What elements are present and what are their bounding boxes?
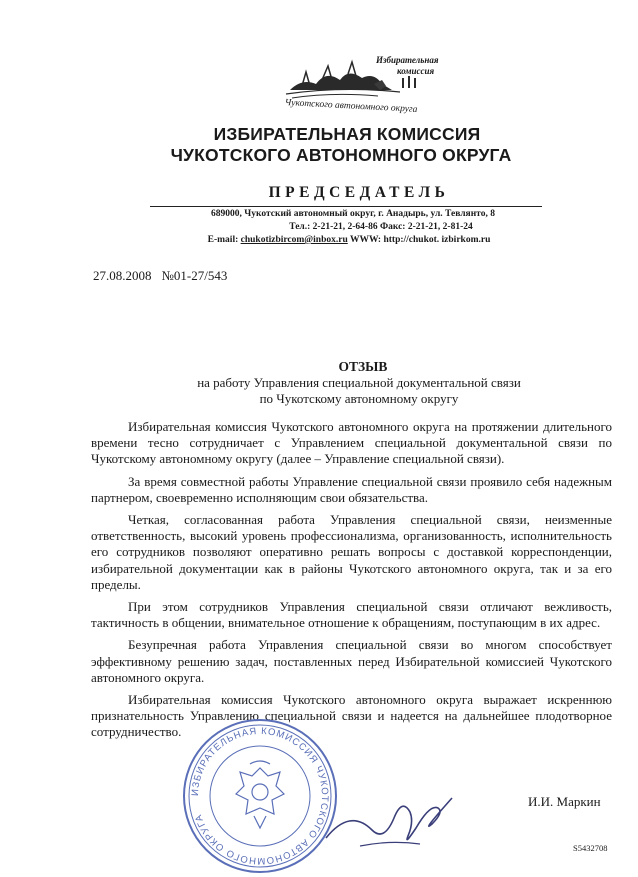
serial-number: S5432708 [573, 843, 608, 853]
body-paragraph: Избирательная комиссия Чукотского автономного округа выражает искреннюю признательность Управлению специальной связи и надеется на дальнейшее плодотворное сотрудничество. [91, 692, 612, 740]
document-subtitle-line2: по Чукотскому автономному округу [259, 391, 459, 406]
organization-name-line2: ЧУКОТСКОГО АВТОНОМНОГО ОКРУГА [170, 145, 512, 165]
logo-text-line1: Избирательная [376, 55, 439, 65]
body-paragraph: Четкая, согласованная работа Управления специальной связи, неизменные ответственность, высокий уровень профессионализма, организованность, исполнительность его сотрудников позволяют оперативно решать вопросы с доставкой корреспонденции, избирательной документации как в районы Чукотского автономного округа, так и за его пределы. [91, 512, 612, 592]
handwritten-signature [320, 768, 460, 858]
organization-name-line1: ИЗБИРАТЕЛЬНАЯ КОМИССИЯ [213, 124, 481, 144]
coat-of-arms-icon [236, 761, 284, 828]
stamp-text: ИЗБИРАТЕЛЬНАЯ КОМИССИЯ ЧУКОТСКОГО АВТОНОМНОГО ОКРУГА [189, 725, 331, 867]
email-www-line [30, 235, 638, 245]
logo-text-line3: Чукотского автономного округа [284, 98, 418, 115]
phone-line: Тел.: 2-21-21, 2-64-86 Факс: 2-21-21, 2-81-24 [289, 222, 473, 232]
header-divider [150, 206, 542, 207]
signer-name: И.И. Маркин [528, 794, 601, 809]
www-link[interactable]: http://chukot. izbirkom.ru [383, 235, 491, 245]
document-body [91, 419, 612, 747]
document-subtitle-line1: на работу Управления специальной документальной связи [197, 375, 521, 390]
email-label: E-mail: [207, 235, 239, 245]
www-label: WWW: [349, 235, 382, 245]
logo-text-line2: комиссия [397, 66, 435, 76]
svg-text:ИЗБИРАТЕЛЬНАЯ КОМИССИЯ ЧУКОТСК [190, 726, 330, 866]
official-stamp [180, 716, 340, 876]
position-title: ПРЕДСЕДАТЕЛЬ [268, 184, 450, 201]
body-paragraph: За время совместной работы Управление специальной связи проявило себя надежным партнером, своевременно исполняющим свои обязательства. [91, 473, 612, 505]
document-title: ОТЗЫВ [338, 359, 388, 374]
address-line: 689000, Чукотский автономный округ, г. Анадырь, ул. Тевлянто, 8 [211, 209, 495, 219]
document-date: 27.08.2008 [93, 268, 152, 283]
document-dateline [93, 268, 227, 284]
body-paragraph: Безупречная работа Управления специальной связи во многом способствует эффективному решению задач, поставленных перед Избирательной комиссией Чукотского автономного округа. [91, 637, 612, 685]
body-paragraph: Избирательная комиссия Чукотского автономного округа на протяжении длительного времени тесно сотрудничает с Управлением специальной документальной связи по Чукотскому автономному округу (далее – Управление специальной связи). [91, 419, 612, 467]
document-number: №01-27/543 [161, 268, 228, 283]
email-link[interactable]: chukotizbircom@inbox.ru [240, 235, 348, 245]
body-paragraph: При этом сотрудников Управления специальной связи отличают вежливость, тактичность в общении, внимательное отношение к обращениям, поступающим в их адрес. [91, 599, 612, 631]
